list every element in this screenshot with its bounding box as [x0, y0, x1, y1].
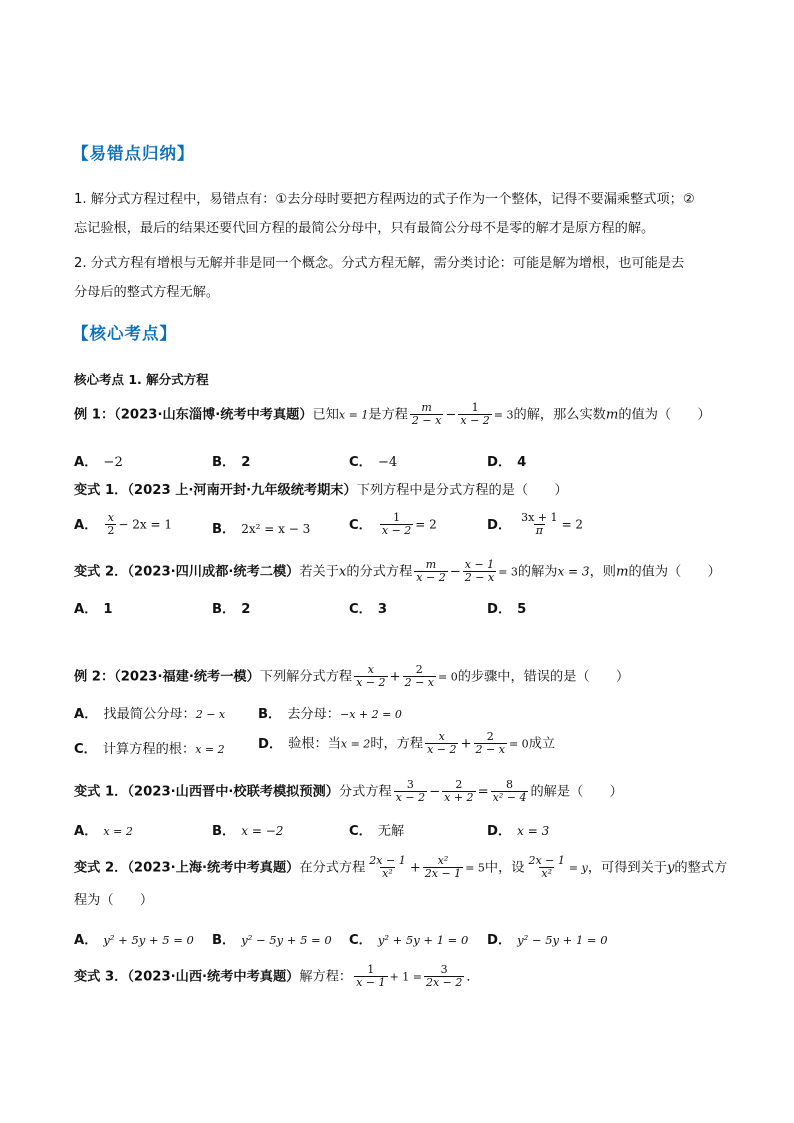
fraction-numerator: 2: [486, 730, 494, 743]
example-2-question: [74, 664, 629, 689]
option-fraction-1: [425, 731, 458, 756]
fraction-denominator: x − 2: [416, 571, 446, 584]
option-fraction: [519, 512, 559, 537]
variant-2-option-d[interactable]: [487, 598, 526, 617]
minus-sign: −: [445, 407, 457, 423]
variant-3-label: 变式 1．: [74, 784, 128, 800]
paragraph-1-line-2: 忘记验根，最后的结果还要代回方程的最简公分母中，只有最简公分母不是零的解才是原方程的解。: [74, 221, 655, 236]
option-value: = 2: [561, 517, 584, 532]
fraction-numerator: 2x − 1: [369, 854, 406, 867]
variant-1-option-a[interactable]: [74, 512, 172, 537]
option-letter: C．: [349, 824, 372, 839]
option-letter: C．: [349, 933, 372, 948]
fraction-denominator: x²: [382, 867, 393, 880]
example-2-option-b[interactable]: [258, 703, 402, 722]
fraction-denominator: x − 2: [395, 791, 426, 804]
option-letter: C．: [349, 455, 372, 470]
variable-x: x: [338, 564, 347, 580]
fraction-denominator: x − 2: [460, 414, 490, 427]
equals-sign: =: [477, 784, 489, 800]
example-2-source: （2023·福建·统考一模）: [114, 669, 260, 685]
variant-4-text-c: ，可得到关于: [587, 860, 667, 876]
paragraph-2-line-1: 2. 分式方程有增根与无解并非是同一个概念。分式方程无解，需分类讨论：可能是解为增根，也可能是去: [74, 256, 685, 271]
fraction-denominator: x − 2: [381, 524, 412, 537]
variant-4-option-a[interactable]: [74, 929, 194, 948]
option-letter: C．: [349, 517, 372, 533]
fraction-numerator: 3x + 1: [521, 511, 558, 524]
fraction-denominator: 2: [107, 524, 115, 537]
fraction-numerator: 2: [415, 663, 423, 676]
option-value: 2: [241, 602, 251, 617]
option-math: 2 − x: [195, 708, 226, 721]
fraction-numerator: 8: [506, 778, 514, 791]
option-math: x = 2: [340, 737, 371, 751]
variant-2-solution: x = 3: [557, 564, 590, 579]
variant-2-option-c[interactable]: [349, 598, 387, 617]
equals-value: = 3: [498, 565, 518, 579]
option-value: 3: [377, 602, 388, 617]
option-letter: D．: [487, 602, 512, 617]
option-value: − 2x = 1: [118, 517, 172, 532]
minus-sign: −: [429, 784, 441, 800]
fraction-denominator: x − 1: [356, 976, 386, 989]
option-text: 找最简公分母：: [103, 707, 196, 722]
option-value: 2x² = x − 3: [241, 522, 311, 536]
example-2-option-c[interactable]: [74, 738, 225, 757]
option-letter: B．: [212, 522, 236, 537]
variant-5-source: （2023·山西·统考中考真题）: [127, 969, 300, 985]
example-1-text-b: 是方程: [368, 407, 408, 423]
example-2-fraction-1: [354, 664, 387, 689]
option-value: y² − 5y + 5 = 0: [241, 933, 332, 947]
option-value: 1: [103, 602, 113, 617]
option-fraction: [380, 512, 413, 537]
option-letter: A．: [74, 824, 98, 839]
variant-4-text-d: 的整式方: [674, 860, 728, 876]
option-value: 2: [241, 455, 251, 470]
option-value: −2: [103, 455, 123, 470]
fraction-numerator: 1: [393, 511, 401, 524]
variant-2-text-e: 的值为（ ）: [628, 564, 721, 580]
variant-1-option-c[interactable]: [349, 512, 437, 537]
option-text: 计算方程的根：: [102, 742, 196, 757]
variant-1-question: [74, 482, 568, 500]
example-1-condition: x = 1: [338, 408, 369, 422]
variant-5-label: 变式 3．: [74, 969, 128, 985]
fraction-numerator: m: [425, 558, 437, 571]
fraction-denominator: π: [535, 524, 543, 537]
fraction-numerator: 1: [367, 963, 375, 976]
core-point-1-title: 核心考点 1. 解分式方程: [74, 372, 209, 387]
option-math: −x + 2 = 0: [340, 708, 402, 721]
option-letter: A．: [74, 933, 98, 948]
example-1-text-d: 的值为（ ）: [618, 407, 711, 423]
variant-3-fraction-2: [442, 779, 475, 804]
fraction-denominator: x − 2: [356, 676, 386, 689]
option-letter: A．: [74, 602, 98, 617]
example-2-text-a: 下列解分式方程: [259, 669, 353, 685]
fraction-denominator: 2 − x: [404, 676, 434, 689]
variant-2-option-b[interactable]: [212, 598, 250, 617]
option-value: x = 3: [517, 824, 550, 838]
option-text: 验根：当: [288, 736, 341, 752]
fraction-numerator: 3: [440, 963, 448, 976]
variant-3-option-a[interactable]: [74, 820, 133, 839]
fraction-numerator: x: [107, 511, 115, 524]
plus-one-equals: + 1 =: [389, 970, 422, 984]
example-1-fraction-2: [458, 402, 491, 427]
option-letter: B．: [258, 707, 282, 722]
option-letter: D．: [258, 736, 283, 752]
fraction-denominator: x + 2: [444, 791, 474, 804]
option-letter: A．: [74, 517, 98, 533]
variant-2-source: （2023·四川成都·统考二模）: [127, 564, 300, 580]
variant-3-fraction-3: [491, 779, 529, 804]
example-1-option-b[interactable]: [212, 451, 250, 470]
example-1-label: 例 1：: [74, 407, 115, 423]
option-letter: D．: [487, 517, 512, 533]
example-1-option-c[interactable]: [349, 451, 397, 470]
fraction-denominator: x² − 4: [492, 791, 527, 804]
option-fraction: [105, 512, 116, 537]
variant-2-option-a[interactable]: [74, 598, 113, 617]
minus-sign: −: [449, 564, 461, 580]
option-fraction-2: [474, 731, 507, 756]
section-title-core-points: 【核心考点】: [72, 324, 177, 343]
fraction-numerator: 1: [471, 401, 479, 414]
variant-2-question: [74, 559, 721, 584]
example-1-option-d[interactable]: [487, 451, 526, 470]
variant-3-option-b[interactable]: [212, 820, 283, 839]
variant-2-label: 变式 2．: [74, 564, 128, 580]
plus-sign: +: [409, 860, 421, 876]
fraction-numerator: 2x − 1: [528, 854, 565, 867]
variant-1-label: 变式 1．: [74, 483, 128, 498]
variant-4-text-b: 中，设: [484, 860, 525, 876]
equals-value: = y: [568, 861, 588, 875]
variant-1-source: （2023 上·河南开封·九年级统考期末）: [127, 483, 357, 498]
variant-1-text: 下列方程中是分式方程的是（ ）: [356, 483, 568, 498]
variant-5-text-a: 解方程：: [299, 969, 353, 985]
variant-5-fraction-2: [424, 964, 464, 989]
option-letter: C．: [349, 602, 372, 617]
variant-4-question-line-2: 程为（ ）: [74, 893, 154, 908]
variant-2-text-b: 的分式方程: [346, 564, 413, 580]
option-letter: B．: [212, 455, 236, 470]
option-value: 4: [517, 455, 527, 470]
example-1-option-a[interactable]: [74, 451, 123, 470]
option-value: 5: [517, 602, 527, 617]
variable-m: m: [615, 564, 629, 580]
variant-2-text-d: ，则: [589, 564, 616, 580]
variant-5-fraction-1: [354, 964, 387, 989]
example-2-option-a[interactable]: [74, 703, 225, 722]
variant-3-option-c[interactable]: [349, 820, 404, 839]
variable-y: y: [666, 860, 675, 876]
fraction-denominator: 2 − x: [475, 743, 505, 756]
variant-4-label: 变式 2．: [74, 860, 128, 876]
fraction-denominator: x − 2: [427, 743, 457, 756]
equals-value: = 0: [508, 737, 529, 751]
fraction-numerator: x: [438, 730, 445, 743]
variant-1-option-d[interactable]: [487, 512, 583, 537]
variant-2-fraction-1: [414, 559, 447, 584]
example-1-question: [74, 402, 711, 427]
option-value: y² − 5y + 1 = 0: [517, 933, 608, 947]
option-letter: C．: [74, 742, 97, 757]
option-letter: A．: [74, 707, 98, 722]
variant-4-text-a: 在分式方程: [299, 860, 366, 876]
equals-value: = 3: [493, 408, 514, 422]
fraction-denominator: 2x − 2: [425, 976, 463, 989]
variant-2-fraction-2: [463, 559, 496, 584]
variable-m: m: [605, 407, 619, 423]
option-letter: D．: [487, 933, 512, 948]
option-letter: A．: [74, 455, 98, 470]
variant-2-text-a: 若关于: [299, 564, 339, 580]
variant-3-question: [74, 779, 623, 804]
option-letter: B．: [212, 824, 236, 839]
variant-4-option-c[interactable]: [349, 929, 468, 948]
option-letter: D．: [487, 824, 512, 839]
option-letter: D．: [487, 455, 512, 470]
option-value: x = −2: [241, 824, 284, 838]
fraction-numerator: 2: [455, 778, 463, 791]
example-2-text-b: 的步骤中，错误的是（ ）: [457, 669, 630, 685]
option-value: −4: [377, 455, 398, 470]
fraction-numerator: x − 1: [464, 558, 495, 571]
fraction-numerator: x²: [437, 854, 449, 867]
equals-value: = 5: [465, 861, 485, 875]
example-2-option-d[interactable]: [258, 731, 555, 756]
equals-value: = 0: [438, 670, 458, 684]
fraction-numerator: x: [367, 663, 374, 676]
plus-sign: +: [460, 736, 472, 752]
variant-4-fraction-2: [423, 855, 463, 880]
fraction-numerator: 3: [406, 778, 414, 791]
variant-4-option-b[interactable]: [212, 929, 332, 948]
example-2-label: 例 2：: [74, 669, 115, 685]
option-text: 去分母：: [287, 707, 340, 722]
variant-5-question: [74, 964, 480, 989]
variant-3-text-b: 的解是（ ）: [530, 784, 623, 800]
option-value: y² + 5y + 1 = 0: [377, 933, 469, 947]
variant-3-option-d[interactable]: [487, 820, 549, 839]
option-math: x = 2: [195, 743, 225, 756]
option-value: y² + 5y + 5 = 0: [103, 933, 194, 947]
variant-3-text-a: 分式方程: [338, 784, 392, 800]
option-text: 成立: [528, 736, 556, 752]
variant-3-source: （2023·山西晋中·校联考模拟预测）: [127, 784, 339, 800]
variant-4-option-d[interactable]: [487, 929, 608, 948]
fraction-denominator: 2 − x: [464, 571, 495, 584]
option-text: 时，方程: [370, 736, 424, 752]
paragraph-2-line-2: 分母后的整式方程无解。: [74, 285, 220, 300]
variant-2-text-c: 的解为: [517, 564, 558, 580]
option-value: 无解: [377, 824, 405, 839]
variant-4-fraction-1: [367, 855, 407, 880]
variant-4-fraction-3: [526, 855, 566, 880]
example-1-fraction-1: [410, 402, 443, 427]
plus-sign: +: [389, 669, 401, 685]
section-title-common-mistakes: 【易错点归纳】: [72, 144, 195, 163]
example-2-fraction-2: [403, 664, 436, 689]
example-1-text-c: 的解，那么实数: [513, 407, 606, 423]
option-value: = 2: [415, 517, 437, 532]
fraction-denominator: 2x − 1: [424, 867, 462, 880]
example-1-source: （2023·山东淄博·统考中考真题）: [114, 407, 313, 423]
option-letter: B．: [212, 602, 236, 617]
fraction-denominator: x²: [541, 867, 552, 880]
period: ．: [466, 969, 480, 985]
option-value: x = 2: [103, 825, 133, 838]
variant-4-source: （2023·上海·统考中考真题）: [127, 860, 300, 876]
paragraph-1-line-1: 1. 解分式方程过程中，易错点有：①去分母时要把方程两边的式子作为一个整体，记得不要漏乘整式项；②: [74, 192, 695, 207]
example-1-text-a: 已知: [312, 407, 339, 423]
option-letter: B．: [212, 933, 236, 948]
variant-1-option-b[interactable]: [212, 518, 310, 537]
fraction-numerator: m: [421, 401, 432, 414]
fraction-denominator: 2 − x: [411, 414, 442, 427]
variant-4-question: [74, 855, 727, 880]
variant-3-fraction-1: [394, 779, 427, 804]
